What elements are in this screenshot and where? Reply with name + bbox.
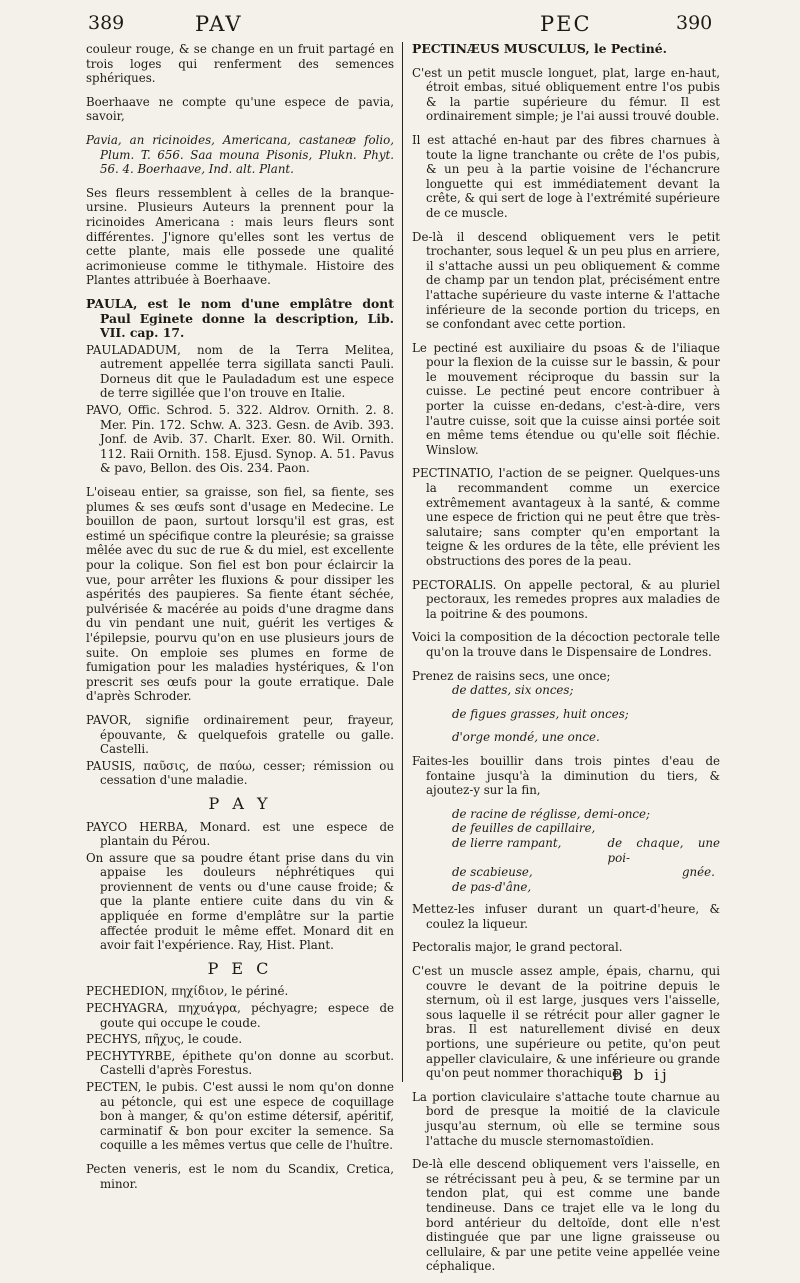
entry-pectoralis-major: Pectoralis major, le grand pectoral. <box>412 940 623 955</box>
paragraph: Pavia, an ricinoides, Americana, castaneæ folio, Plum. T. 656. Saa mouna Pisonis, Plukn. Phyt. 56. 4. Boerhaave, Ind. alt. Plant. <box>86 132 394 177</box>
entry-pechyagra: PECHYAGRA, πηχυάγρα, péchyagre; espece de goute qui occupe le coude. <box>86 1001 394 1030</box>
left-page-number: 389 <box>88 12 125 34</box>
entry-pechys: PECHYS, πῆχυς, le coude. <box>86 1032 243 1047</box>
entry-pavo: PAVO, Offic. Schrod. 5. 322. Aldrov. Ornith. 2. 8. Mer. Pin. 172. Schw. A. 323. Gesn. de Avib. 393. Jonf. de Avib. 37. Charlt. Exer. 80. Wil. Ornith. 112. Raii Ornith. 158. Ejusd. Synop. A. 51. Pavus & pavo, Bellon. des Ois. 234. Paon. <box>86 403 394 476</box>
paragraph: On assure que sa poudre étant prise dans du vin appaise les douleurs néphrétiques qui proviennent de vents ou d'une cause froide; & que la plante entiere cuite dans du vin & appliquée en forme d'emplâtre sur la partie affectée produit le même effet. Monard dit en avoir fait l'expérience. Ray, Hist. Plant. <box>86 850 394 953</box>
paragraph: Le pectiné est auxiliaire du psoas & de l'iliaque pour la flexion de la cuisse sur le bassin, & pour le mouvement réciproque du bassin sur la cuisse. Le pectiné peut encore contribuer à porter la cuisse en-dedans, c'est-à-dire, vers l'autre cuisse, soit que la cuisse ainsi portée soit en même tems étendue ou qu'elle soit fléchie. Winslow. <box>412 340 720 457</box>
ingredient-note: gnée. <box>682 865 715 880</box>
entry-payco-herba: PAYCO HERBA, Monard. est une espece de plantain du Pérou. <box>86 819 394 849</box>
paragraph: Ses fleurs ressemblent à celles de la branque-ursine. Plusieurs Auteurs la prennent pour la ricinoides Americana : mais leurs fleurs sont différentes. J'ignore qu'elles sont les vertus de cette plante, mais elle possede une qualité acrimonieuse comme le tithymale. Histoire des Plantes attribuée à Boerhaave. <box>86 185 394 288</box>
right-page-number: 390 <box>676 12 713 34</box>
section-heading-pec: P E C <box>207 958 273 978</box>
right-column <box>412 42 720 1283</box>
entry-pectinatio: PECTINATIO, l'action de se peigner. Quelques-uns la recommandent comme un exercice extrêmement avantageux à la santé, & comme une espece de friction qui ne peut être que très-salutaire; sans compter qu'en emportant la teigne & les ordures de la tête, elle prévient les obstructions des pores de la peau. <box>412 466 720 568</box>
entry-pectinaeus-musculus: PECTINÆUS MUSCULUS, le Pectiné. <box>412 41 667 56</box>
recipe-line: d'orge mondé, une once. <box>452 730 600 745</box>
paragraph: Voici la composition de la décoction pectorale telle qu'on la trouve dans le Dispensaire de Londres. <box>412 630 720 659</box>
paragraph: C'est un petit muscle longuet, plat, large en-haut, étroit embas, situé obliquement entre l'os pubis & la partie supérieure du fémur. Il est ordinairement simple; je l'ai aussi trouvé double. <box>412 65 720 124</box>
entry-pecten-veneris: Pecten veneris, est le nom du Scandix, Cretica, minor. <box>86 1161 394 1191</box>
entry-pecten: PECTEN, le pubis. C'est aussi le nom qu'on donne au pétoncle, qui est une espece de coquillage bon à manger, & qu'on estime détersif, apéritif, carminatif & bon pour exciter la semence. Sa coquille a les mêmes vertus que celle de l'huître. <box>86 1080 394 1153</box>
entry-pavor: PAVOR, signifie ordinairement peur, frayeur, épouvante, & quelquefois gratelle ou galle. Castelli. <box>86 712 394 757</box>
ingredient: de scabieuse, <box>452 865 533 880</box>
paragraph: De-là elle descend obliquement vers l'aisselle, en se rétrécissant peu à peu, & se termine par un tendon plat, qui est comme une bande tendineuse. Dans ce trajet elle va le long du bord antérieur du deltoïde, dont elle n'est distinguée que par une ligne graisseuse ou cellulaire, & par une petite veine appellée veine céphalique. <box>412 1157 720 1274</box>
ingredient-list <box>412 807 720 895</box>
paragraph: Mettez-les infuser durant un quart-d'heure, & coulez la liqueur. <box>412 902 720 931</box>
paragraph: De-là il descend obliquement vers le petit trochanter, sous lequel & un peu plus en arriere, il s'attache aussi un peu obliquement & comme de champ par un tendon plat, précisément entre l'attache supérieure du vaste interne & l'attache inférieure de la seconde portion du triceps, en se confondant avec cette portion. <box>412 229 720 332</box>
entry-pechedion: PECHEDION, πηχίδιον, le périné. <box>86 984 289 999</box>
paragraph: Faites-les bouillir dans trois pintes d'eau de fontaine jusqu'à la diminution du tiers, & ajoutez-y sur la fin, <box>412 753 720 798</box>
recipe-line: de dattes, six onces; <box>452 683 574 698</box>
entry-paula: PAULA, est le nom d'une emplâtre dont Paul Eginete donne la description, Lib. VII. cap. 17. <box>86 295 394 341</box>
paragraph: L'oiseau entier, sa graisse, son fiel, sa fiente, ses plumes & ses œufs sont d'usage en Medecine. Le bouillon de paon, surtout lorsqu'il est gras, est estimé un spécifique contre la pleurésie; sa graisse mêlée avec du suc de rue & du miel, est excellente pour la colique. Son fiel est bon pour éclaircir la vue, pour arrêter les fluxions & pour dissiper les aspérités des paupieres. Sa fiente étant séchée, pulvérisée & macérée au poids d'une dragme dans du vin pendant une nuit, guérit les vertiges & l'épilepsie, pourvu qu'on en use plusieurs jours de suite. On emploie ses plumes en forme de fumigation pour les maladies hystériques, & l'on prescrit ses œufs pour la goute erratique. Dale d'après Schroder. <box>86 485 394 704</box>
ingredient: de feuilles de capillaire, <box>452 821 596 836</box>
entry-pectoralis: PECTORALIS. On appelle pectoral, & au pluriel pectoraux, les remedes propres aux maladies de la poitrine & des poumons. <box>412 577 720 621</box>
paragraph: Il est attaché en-haut par des fibres charnues à toute la ligne tranchante ou crête de l'os pubis, & un peu à la partie voisine de l'échancrure longuette qui est immédiatement devant la crête, & qui sert de loge à l'extrémité supérieure de ce muscle. <box>412 132 721 220</box>
signature-mark: B b ij <box>612 1066 670 1084</box>
recipe-line: de figues grasses, huit onces; <box>452 706 629 721</box>
entry-pechytyrbe: PECHYTYRBE, épithete qu'on donne au scorbut. Castelli d'après Forestus. <box>86 1048 394 1078</box>
paragraph: C'est un muscle assez ample, épais, charnu, qui couvre le devant de la poitrine depuis le sternum, où il est large, jusques vers l'aisselle, sous laquelle il se rétrécit pour aller gagner le bras. Il est naturellement divisé en deux portions, une supérieure ou petite, qu'on peut appeller claviculaire, & une inférieure ou grande qu'on peut nommer thorachique. <box>412 964 720 1081</box>
ingredient: de lierre rampant, <box>452 835 562 850</box>
left-running-title: PAV <box>195 12 243 36</box>
entry-pauladadum: PAULADADUM, nom de la Terra Melitea, autrement appellée terra sigillata sancti Pauli. Dorneus dit que le Pauladadum est une espece de terre sigillée que l'on trouve en Italie. <box>86 342 394 401</box>
ingredient: de pas-d'âne, <box>452 879 532 894</box>
section-heading-pay: P A Y <box>208 793 272 813</box>
paragraph: Boerhaave ne compte qu'une espece de pavia, savoir, <box>86 94 394 124</box>
left-column <box>86 42 394 1200</box>
right-running-title: PEC <box>540 12 592 36</box>
running-header <box>0 12 800 44</box>
ingredient: de racine de réglisse, demi-once; <box>452 806 650 821</box>
column-rule <box>402 42 403 1082</box>
entry-pausis: PAUSIS, παῦσις, de παύω, cesser; rémission ou cessation d'une maladie. <box>86 758 394 788</box>
ingredient-note: de chaque, une poi- <box>607 835 720 865</box>
paragraph: La portion claviculaire s'attache toute charnue au bord de presque la moitié de la clavicule jusqu'au sternum, où elle se termine sous l'attache du muscle sternomastoïdien. <box>412 1089 720 1148</box>
recipe-line: Prenez de raisins secs, une once; <box>412 668 611 683</box>
paragraph: couleur rouge, & se change en un fruit partagé en trois loges qui renferment des semences sphériques. <box>86 42 394 86</box>
